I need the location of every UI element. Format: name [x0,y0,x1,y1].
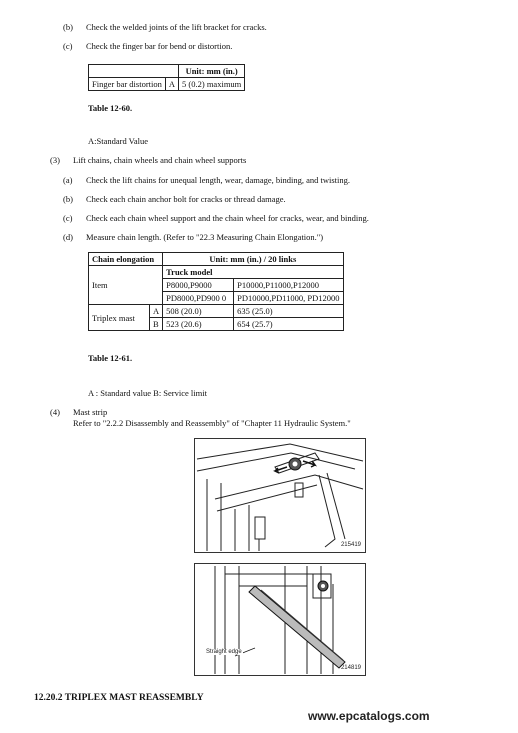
item-marker: (b) [63,22,73,32]
table61-model-a1: P8000,P9000 [163,279,234,292]
section3-title: Lift chains, chain wheels and chain wheel supports [73,155,247,165]
table60-row-value: 5 (0.2) maximum [179,78,245,91]
table61-row-a-v2: 635 (25.0) [234,305,343,318]
section3-item-d-marker: (d) [63,232,73,242]
table60-row-label: Finger bar distortion [89,78,166,91]
table-empty-cell [89,65,179,78]
table-12-60 [88,64,245,91]
section3-marker: (3) [50,155,60,165]
table61-row-b-marker: B [150,318,163,331]
section3-item-d-text: Measure chain length. (Refer to "22.3 Measuring Chain Elongation.") [86,232,324,242]
table60-caption: Table 12-60. [88,103,133,113]
item-b-text: Check the welded joints of the lift bracket for cracks. [86,22,267,32]
table61-caption: Table 12-61. [88,353,133,363]
section-heading: 12.20.2 TRIPLEX MAST REASSEMBLY [34,693,204,703]
section3-item-a-marker: (a) [63,175,73,185]
figure-id: 215419 [340,542,361,548]
table60-note: A:Standard Value [88,136,149,146]
table61-chain-header: Chain elongation [89,253,163,266]
table61-note: A : Standard value B: Service limit [88,388,207,398]
table61-row-a-marker: A [150,305,163,318]
table61-item-label: Item [89,266,163,305]
figure-mast-strip [194,563,366,676]
item-c-marker: (c) [63,41,73,51]
mast-strip-drawing [195,564,365,675]
section3-item-c-text: Check each chain wheel support and the chain wheel for cracks, wear, and binding. [86,213,369,223]
section4-ref: Refer to "2.2.2 Disassembly and Reassembly" of "Chapter 11 Hydraulic System." [73,418,351,428]
section4-title: Mast strip [73,407,108,417]
table61-model-a2: P10000,P11000,P12000 [234,279,343,292]
table61-row-b-v2: 654 (25.7) [234,318,343,331]
table61-model-b1: PD8000,PD900 0 [163,292,234,305]
table61-row-a-v1: 508 (20.0) [163,305,234,318]
straight-edge-label: Straight edge [206,649,242,655]
watermark: www.epcatalogs.com [308,709,430,723]
table61-unit-header: Unit: mm (in.) / 20 links [163,253,343,266]
table61-row-b-v1: 523 (20.6) [163,318,234,331]
section3-item-b-text: Check each chain anchor bolt for cracks or thread damage. [86,194,286,204]
item-c-text: Check the finger bar for bend or distortion. [86,41,233,51]
section3-item-a-text: Check the lift chains for unequal length, wear, damage, binding, and twisting. [86,175,351,185]
section4-marker: (4) [50,407,60,417]
table61-mast-label: Triplex mast [89,305,150,331]
lift-bracket-drawing [195,439,365,552]
table61-truck-header: Truck model [163,266,343,279]
table61-model-b2: PD10000,PD11000, PD12000 [234,292,343,305]
table60-row-marker: A [165,78,178,91]
table60-unit-header: Unit: mm (in.) [179,65,245,78]
figure-lift-bracket [194,438,366,553]
table-12-61 [88,252,344,331]
section3-item-b-marker: (b) [63,194,73,204]
figure-id: 214819 [340,665,361,671]
item-b [63,22,73,32]
section3-item-c-marker: (c) [63,213,73,223]
